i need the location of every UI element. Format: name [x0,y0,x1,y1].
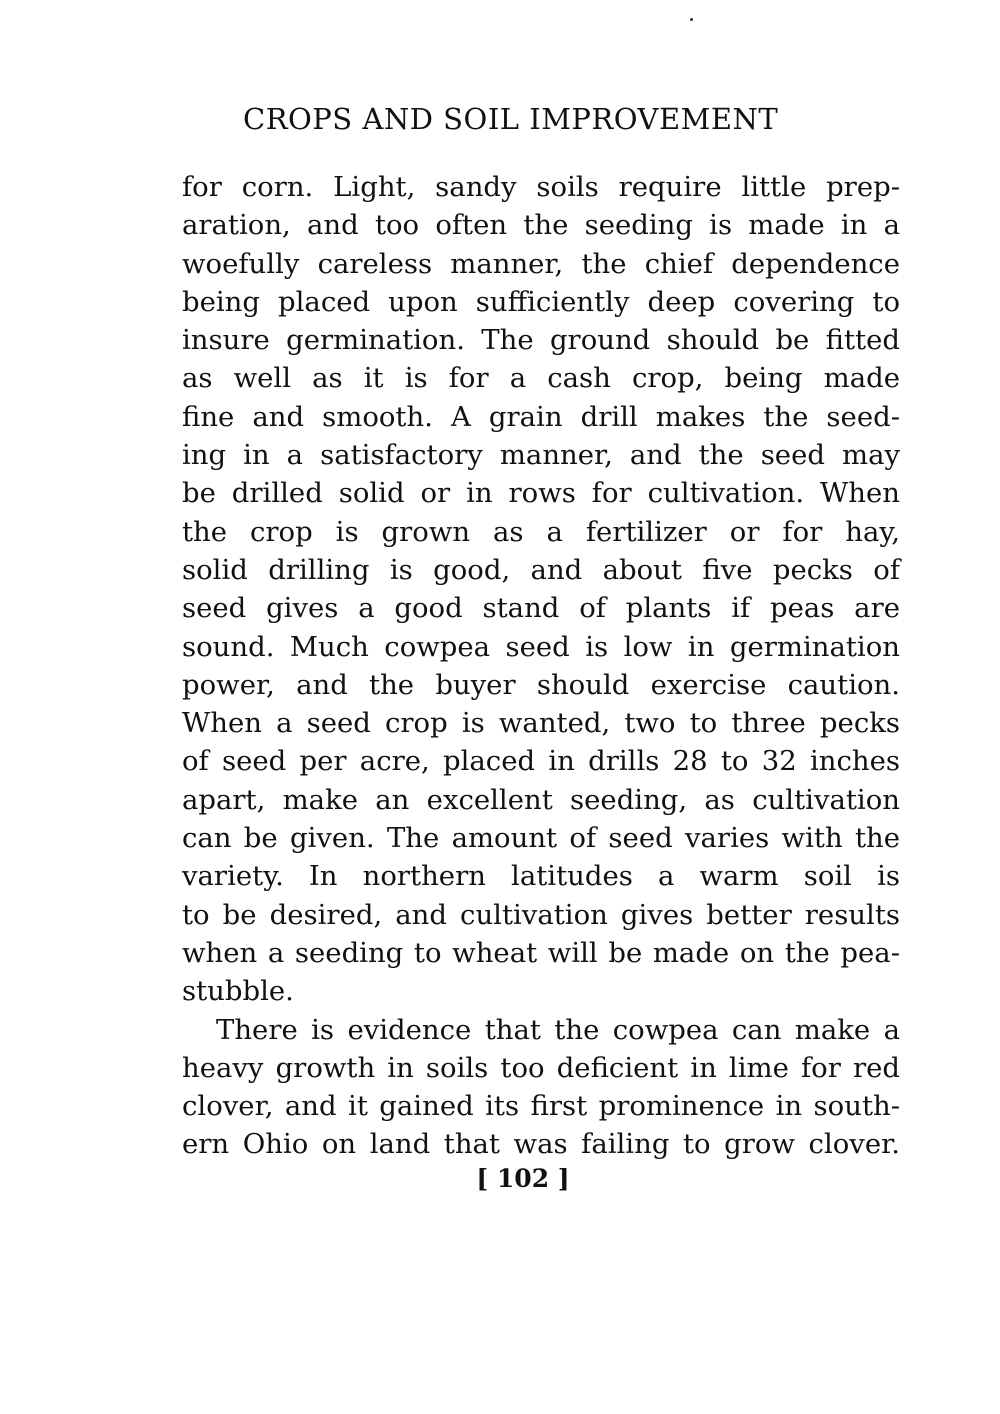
text-line: can be given. The amount of seed varies with the [182,822,900,855]
text-line: for corn. Light, sandy soils require little prep- [182,171,900,203]
text-line: There is evidence that the cowpea can make a [216,1013,900,1046]
text-line: the crop is grown as a fertilizer or for hay, [182,515,900,548]
scan-speck [690,18,693,21]
text-line: insure germination. The ground should be fitted [182,324,900,357]
text-line: fine and smooth. A grain drill makes the seed- [182,400,900,433]
text-line: clover, and it gained its first prominence in south- [182,1090,900,1123]
text-line: aration, and too often the seeding is made in a [182,209,900,242]
text-line: ern Ohio on land that was failing to grow clover. [182,1128,900,1161]
text-line: apart, make an excellent seeding, as cultivation [182,783,900,816]
text-line: seed gives a good stand of plants if peas are [182,592,900,625]
text-line: woefully careless manner, the chief dependence [182,247,900,280]
text-line: power, and the buyer should exercise caution. [182,668,900,701]
body-text [182,168,900,1164]
text-line: ing in a satisfactory manner, and the seed may [182,439,900,472]
text-line: be drilled solid or in rows for cultivation. When [182,477,900,510]
page-number: [ 102 ] [476,1164,570,1193]
text-line: variety. In northern latitudes a warm soil is [182,860,900,893]
paragraph-1 [182,168,900,1011]
text-line: stubble. [182,975,294,1008]
text-line: to be desired, and cultivation gives better results [182,898,900,931]
text-line: When a seed crop is wanted, two to three pecks [182,707,900,740]
text-line: when a seeding to wheat will be made on the pea- [182,936,900,969]
running-header: CROPS AND SOIL IMPROVEMENT [243,102,779,136]
text-line: sound. Much cowpea seed is low in germination [182,630,900,663]
paragraph-2 [182,1011,900,1164]
text-line: solid drilling is good, and about five pecks of [182,553,900,586]
text-line: heavy growth in soils too deficient in lime for red [182,1051,900,1084]
text-line: being placed upon sufficiently deep covering to [182,285,900,318]
text-line: as well as it is for a cash crop, being made [182,362,900,395]
text-line: of seed per acre, placed in drills 28 to 32 inches [182,745,900,778]
